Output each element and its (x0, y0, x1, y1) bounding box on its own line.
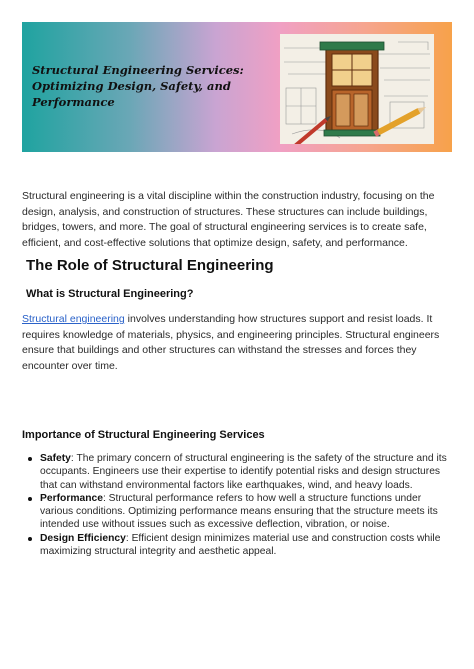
list-item-text: : Structural performance refers to how well a structure functions under various conditions. Optimizing performance means ensuring that the structure meets its intended use without issues such as excessive deflection, vibration, or noise. (40, 492, 438, 531)
list-item-text: : Efficient design minimizes material use and construction costs while maximizing structural integrity and aesthetic appeal. (40, 532, 441, 558)
list-item-term: Safety (40, 453, 71, 464)
definition-paragraph (22, 312, 450, 374)
blueprint-drawing-icon (280, 34, 434, 144)
intro-paragraph: Structural engineering is a vital discipline within the construction industry, focusing on the design, analysis, and construction of structures. These structures can include buildings, bridges, towers, and more. The goal of structural engineering services is to create safe, efficient, and cost-effective solutions that optimize design, safety, and performance. (22, 190, 435, 249)
list-item (22, 492, 450, 532)
header-banner (22, 22, 452, 152)
list-item (22, 452, 450, 492)
list-item-text: : The primary concern of structural engineering is the safety of the structure and its occupants. Engineers use their expertise to identify potential risks and design structures that can withstand environmental factors like earthquakes, wind, and heavy loads. (40, 453, 447, 491)
list-item-term: Design Efficiency (40, 532, 126, 544)
list-item-term: Performance (40, 492, 103, 504)
definition-text: involves understanding how structures support and resist loads. It requires knowledge of materials, physics, and engineering principles. Structural engineers ensure that buildings and other structures can withstand the stresses and forces they encounter over time. (22, 313, 440, 372)
blueprint-window-illustration (280, 34, 434, 144)
section-heading-importance: Importance of Structural Engineering Services (22, 429, 265, 441)
section-heading-role: The Role of Structural Engineering (26, 257, 274, 274)
importance-list (22, 452, 450, 558)
banner-title: Structural Engineering Services: Optimizing Design, Safety, and Performance (32, 63, 244, 109)
subheading-what-is: What is Structural Engineering? (26, 288, 194, 300)
structural-engineering-link[interactable]: Structural engineering (22, 313, 125, 325)
list-item (22, 532, 450, 559)
